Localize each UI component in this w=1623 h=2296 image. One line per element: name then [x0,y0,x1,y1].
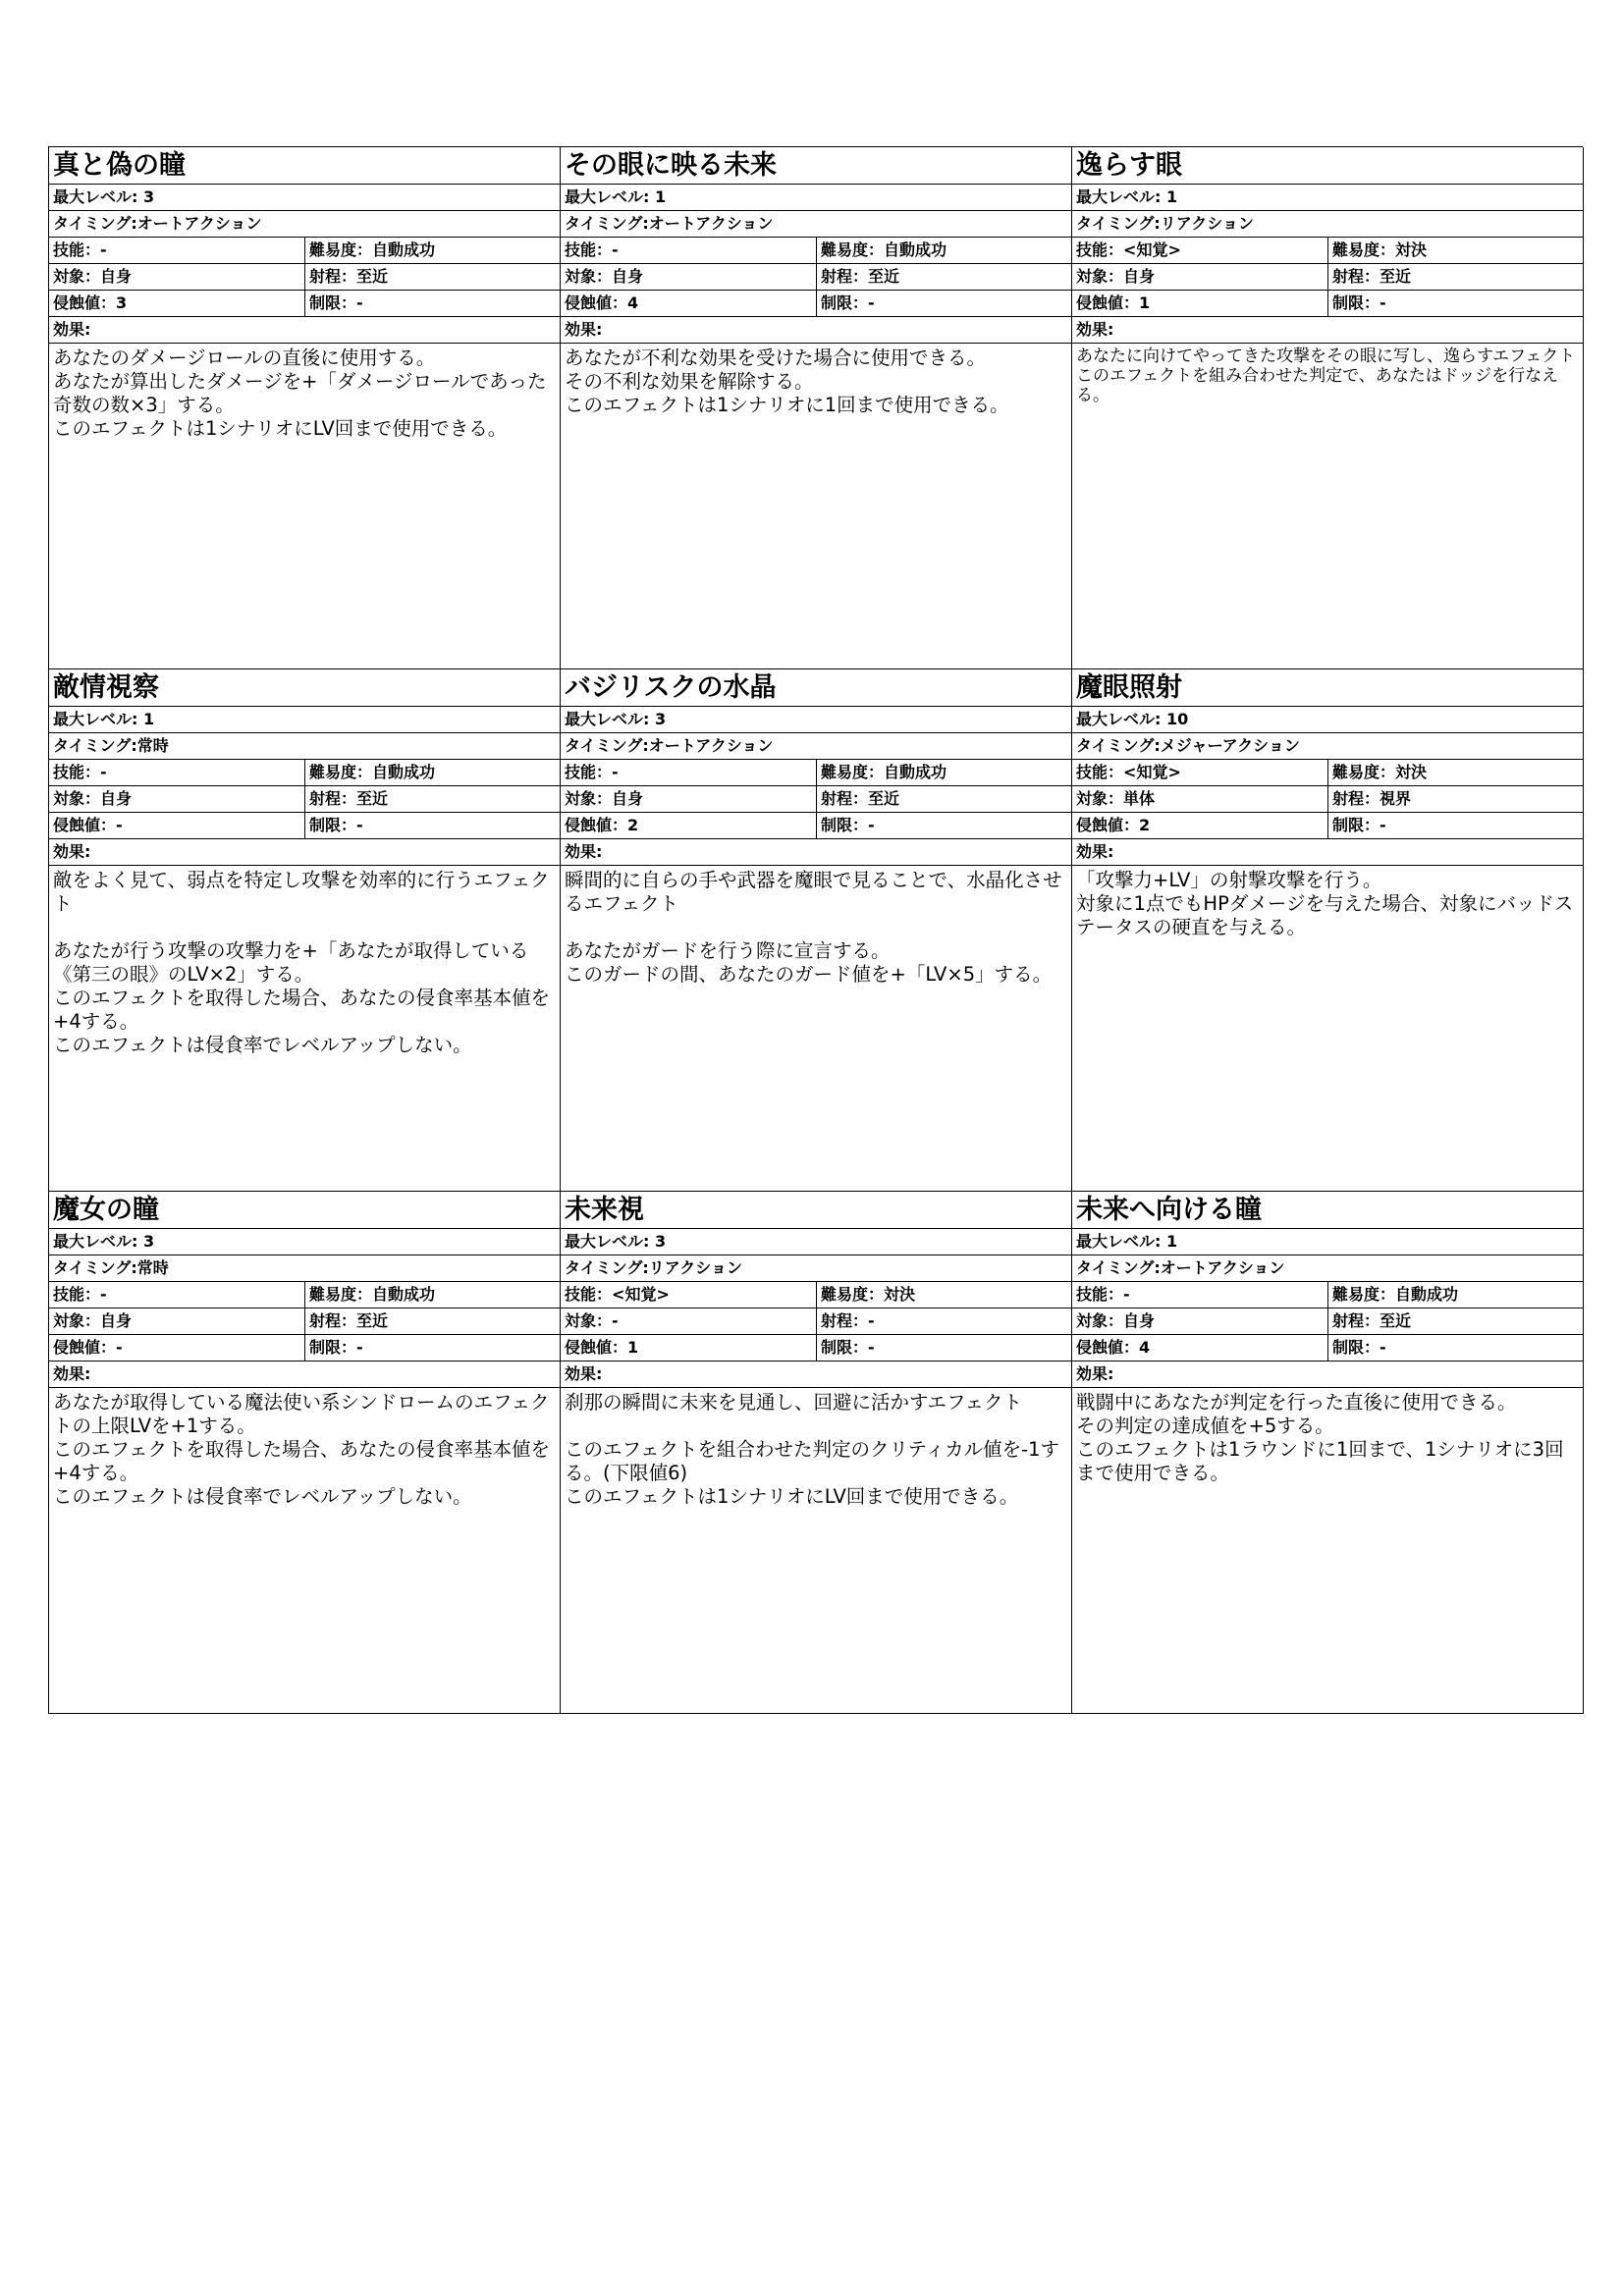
skill-cell: 技能：- [565,763,619,781]
effect-name: 魔女の瞳 [49,1192,560,1229]
effect-card [561,669,1072,1192]
timing-row: タイミング:リアクション [1072,211,1583,238]
erosion-cell: 侵蝕値：2 [565,816,639,834]
max-level-row: 最大レベル: 3 [49,1229,560,1255]
target-range-row [561,264,1071,291]
max-level-row: 最大レベル: 1 [561,185,1071,211]
target-range-row [49,264,560,291]
timing-row: タイミング:リアクション [561,1255,1071,1282]
effect-name: 魔眼照射 [1072,669,1583,707]
max-level-row: 最大レベル: 3 [561,707,1071,733]
timing-row: タイミング:メジャーアクション [1072,733,1583,760]
range-cell: 射程：至近 [304,786,560,812]
target-cell: 対象：自身 [53,1311,133,1330]
skill-difficulty-row [561,1282,1071,1308]
erosion-cell: 侵蝕値：4 [565,294,639,312]
erosion-cell: 侵蝕値：1 [565,1338,639,1357]
effect-name: バジリスクの水晶 [561,669,1071,707]
target-cell: 対象：自身 [565,789,644,808]
range-cell: 射程：至近 [816,264,1071,290]
effect-description: 戦闘中にあなたが判定を行った直後に使用できる。 その判定の達成値を+5する。 このエフェクトは1ラウンドに1回まで、1シナリオに3回まで使用できる。 [1076,1391,1564,1484]
effect-description: あなたが不利な効果を受けた場合に使用できる。 その不利な効果を解除する。 このエフェクトは1シナリオに1回まで使用できる。 [565,347,1009,416]
effect-description: あなたに向けてやってきた攻撃をその眼に写し、逸らすエフェクト このエフェクトを組み合わせた判定で、あなたはドッジを行なえる。 [1076,347,1576,405]
effect-card [49,1192,561,1714]
effect-description: 「攻撃力+LV」の射撃攻撃を行う。 対象に1点でもHPダメージを与えた場合、対象にバッドステータスの硬直を与える。 [1076,869,1574,938]
effect-card [1072,669,1584,1192]
target-range-row [49,1308,560,1335]
skill-cell: 技能：- [53,1285,107,1304]
target-cell: 対象：自身 [53,789,133,808]
skill-cell: 技能：<知覚> [565,1285,670,1304]
erosion-cell: 侵蝕値：- [53,816,123,834]
effect-description: あなたが取得している魔法使い系シンドロームのエフェクトの上限LVを+1する。 このエフェクトを取得した場合、あなたの侵食率基本値を+4する。 このエフェクトは侵食率でレベルアップしない。 [53,1391,551,1508]
effect-label-row: 効果: [561,839,1071,866]
skill-difficulty-row [49,1282,560,1308]
timing-row: タイミング:常時 [49,733,560,760]
skill-cell: 技能：- [565,240,619,259]
limit-cell: 制限：- [816,291,1071,316]
erosion-cell: 侵蝕値：4 [1076,1338,1151,1357]
timing-row: タイミング:オートアクション [561,211,1071,238]
skill-cell: 技能：- [53,240,107,259]
skill-difficulty-row [49,760,560,786]
limit-cell: 制限：- [1327,813,1583,838]
erosion-cell: 侵蝕値：2 [1076,816,1151,834]
difficulty-cell: 難易度：自動成功 [304,760,560,785]
difficulty-cell: 難易度：対決 [1327,238,1583,263]
erosion-limit-row [1072,291,1583,317]
erosion-cell: 侵蝕値：1 [1076,294,1151,312]
effect-label-row: 効果: [1072,317,1583,344]
skill-cell: 技能：<知覚> [1076,240,1181,259]
target-cell: 対象：自身 [53,267,133,286]
effect-label-row: 効果: [49,317,560,344]
effect-card [1072,147,1584,669]
timing-row: タイミング:オートアクション [561,733,1071,760]
max-level-row: 最大レベル: 3 [49,185,560,211]
range-cell: 射程：- [816,1308,1071,1334]
range-cell: 射程：至近 [1327,264,1583,290]
difficulty-cell: 難易度：自動成功 [816,760,1071,785]
effect-label-row: 効果: [561,317,1071,344]
limit-cell: 制限：- [304,1335,560,1361]
skill-difficulty-row [1072,238,1583,264]
target-cell: 対象：- [565,1311,619,1330]
timing-row: タイミング:オートアクション [1072,1255,1583,1282]
difficulty-cell: 難易度：対決 [816,1282,1071,1308]
erosion-cell: 侵蝕値：3 [53,294,128,312]
difficulty-cell: 難易度：自動成功 [304,238,560,263]
effect-card [1072,1192,1584,1714]
max-level-row: 最大レベル: 1 [1072,1229,1583,1255]
limit-cell: 制限：- [304,291,560,316]
effect-card [561,1192,1072,1714]
difficulty-cell: 難易度：対決 [1327,760,1583,785]
max-level-row: 最大レベル: 1 [1072,185,1583,211]
range-cell: 射程：視界 [1327,786,1583,812]
erosion-limit-row [49,813,560,839]
skill-difficulty-row [1072,760,1583,786]
max-level-row: 最大レベル: 3 [561,1229,1071,1255]
erosion-limit-row [1072,1335,1583,1362]
skill-difficulty-row [49,238,560,264]
target-range-row [1072,1308,1583,1335]
effect-name: 逸らす眼 [1072,147,1583,185]
range-cell: 射程：至近 [304,264,560,290]
effect-label-row: 効果: [561,1362,1071,1388]
range-cell: 射程：至近 [304,1308,560,1334]
range-cell: 射程：至近 [1327,1308,1583,1334]
skill-difficulty-row [1072,1282,1583,1308]
target-range-row [1072,786,1583,813]
target-cell: 対象：自身 [565,267,644,286]
max-level-row: 最大レベル: 10 [1072,707,1583,733]
erosion-limit-row [49,1335,560,1362]
limit-cell: 制限：- [816,813,1071,838]
effect-card [49,669,561,1192]
effect-name: 未来へ向ける瞳 [1072,1192,1583,1229]
erosion-limit-row [561,291,1071,317]
target-cell: 対象：自身 [1076,1311,1156,1330]
target-range-row [1072,264,1583,291]
target-range-row [49,786,560,813]
erosion-limit-row [561,813,1071,839]
effect-label-row: 効果: [1072,839,1583,866]
erosion-limit-row [561,1335,1071,1362]
skill-difficulty-row [561,760,1071,786]
limit-cell: 制限：- [1327,291,1583,316]
skill-cell: 技能：- [53,763,107,781]
effect-description: 敵をよく見て、弱点を特定し攻撃を効率的に行うエフェクト あなたが行う攻撃の攻撃力を+「あなたが取得している《第三の眼》のLV×2」する。 このエフェクトを取得した場合、あなたの侵食率基本値を+4する。 このエフェクトは侵食率でレベルアップしない。 [53,869,551,1056]
limit-cell: 制限：- [304,813,560,838]
target-cell: 対象：自身 [1076,267,1156,286]
effect-card [561,147,1072,669]
effect-name: 敵情視察 [49,669,560,707]
max-level-row: 最大レベル: 1 [49,707,560,733]
timing-row: タイミング:オートアクション [49,211,560,238]
effect-label-row: 効果: [49,1362,560,1388]
effect-label-row: 効果: [1072,1362,1583,1388]
effect-description: あなたのダメージロールの直後に使用する。 あなたが算出したダメージを+「ダメージロールであった奇数の数×3」する。 このエフェクトは1シナリオにLV回まで使用できる。 [53,347,547,440]
target-range-row [561,1308,1071,1335]
erosion-limit-row [1072,813,1583,839]
effect-name: 真と偽の瞳 [49,147,560,185]
effect-label-row: 効果: [49,839,560,866]
limit-cell: 制限：- [816,1335,1071,1361]
erosion-limit-row [49,291,560,317]
target-range-row [561,786,1071,813]
skill-difficulty-row [561,238,1071,264]
effect-card [49,147,561,669]
skill-cell: 技能：<知覚> [1076,763,1181,781]
effect-description: 瞬間的に自らの手や武器を魔眼で見ることで、水晶化させるエフェクト あなたがガードを行う際に宣言する。 このガードの間、あなたのガード値を+「LV×5」する。 [565,869,1062,986]
erosion-cell: 侵蝕値：- [53,1338,123,1357]
timing-row: タイミング:常時 [49,1255,560,1282]
limit-cell: 制限：- [1327,1335,1583,1361]
difficulty-cell: 難易度：自動成功 [1327,1282,1583,1308]
range-cell: 射程：至近 [816,786,1071,812]
effect-name: その眼に映る未来 [561,147,1071,185]
difficulty-cell: 難易度：自動成功 [816,238,1071,263]
difficulty-cell: 難易度：自動成功 [304,1282,560,1308]
effect-name: 未来視 [561,1192,1071,1229]
effect-card-sheet [48,146,1583,1714]
target-cell: 対象：単体 [1076,789,1156,808]
skill-cell: 技能：- [1076,1285,1130,1304]
effect-description: 刹那の瞬間に未来を見通し、回避に活かすエフェクト このエフェクトを組合わせた判定のクリティカル値を-1する。(下限値6) このエフェクトは1シナリオにLV回まで使用できる。 [565,1391,1060,1508]
